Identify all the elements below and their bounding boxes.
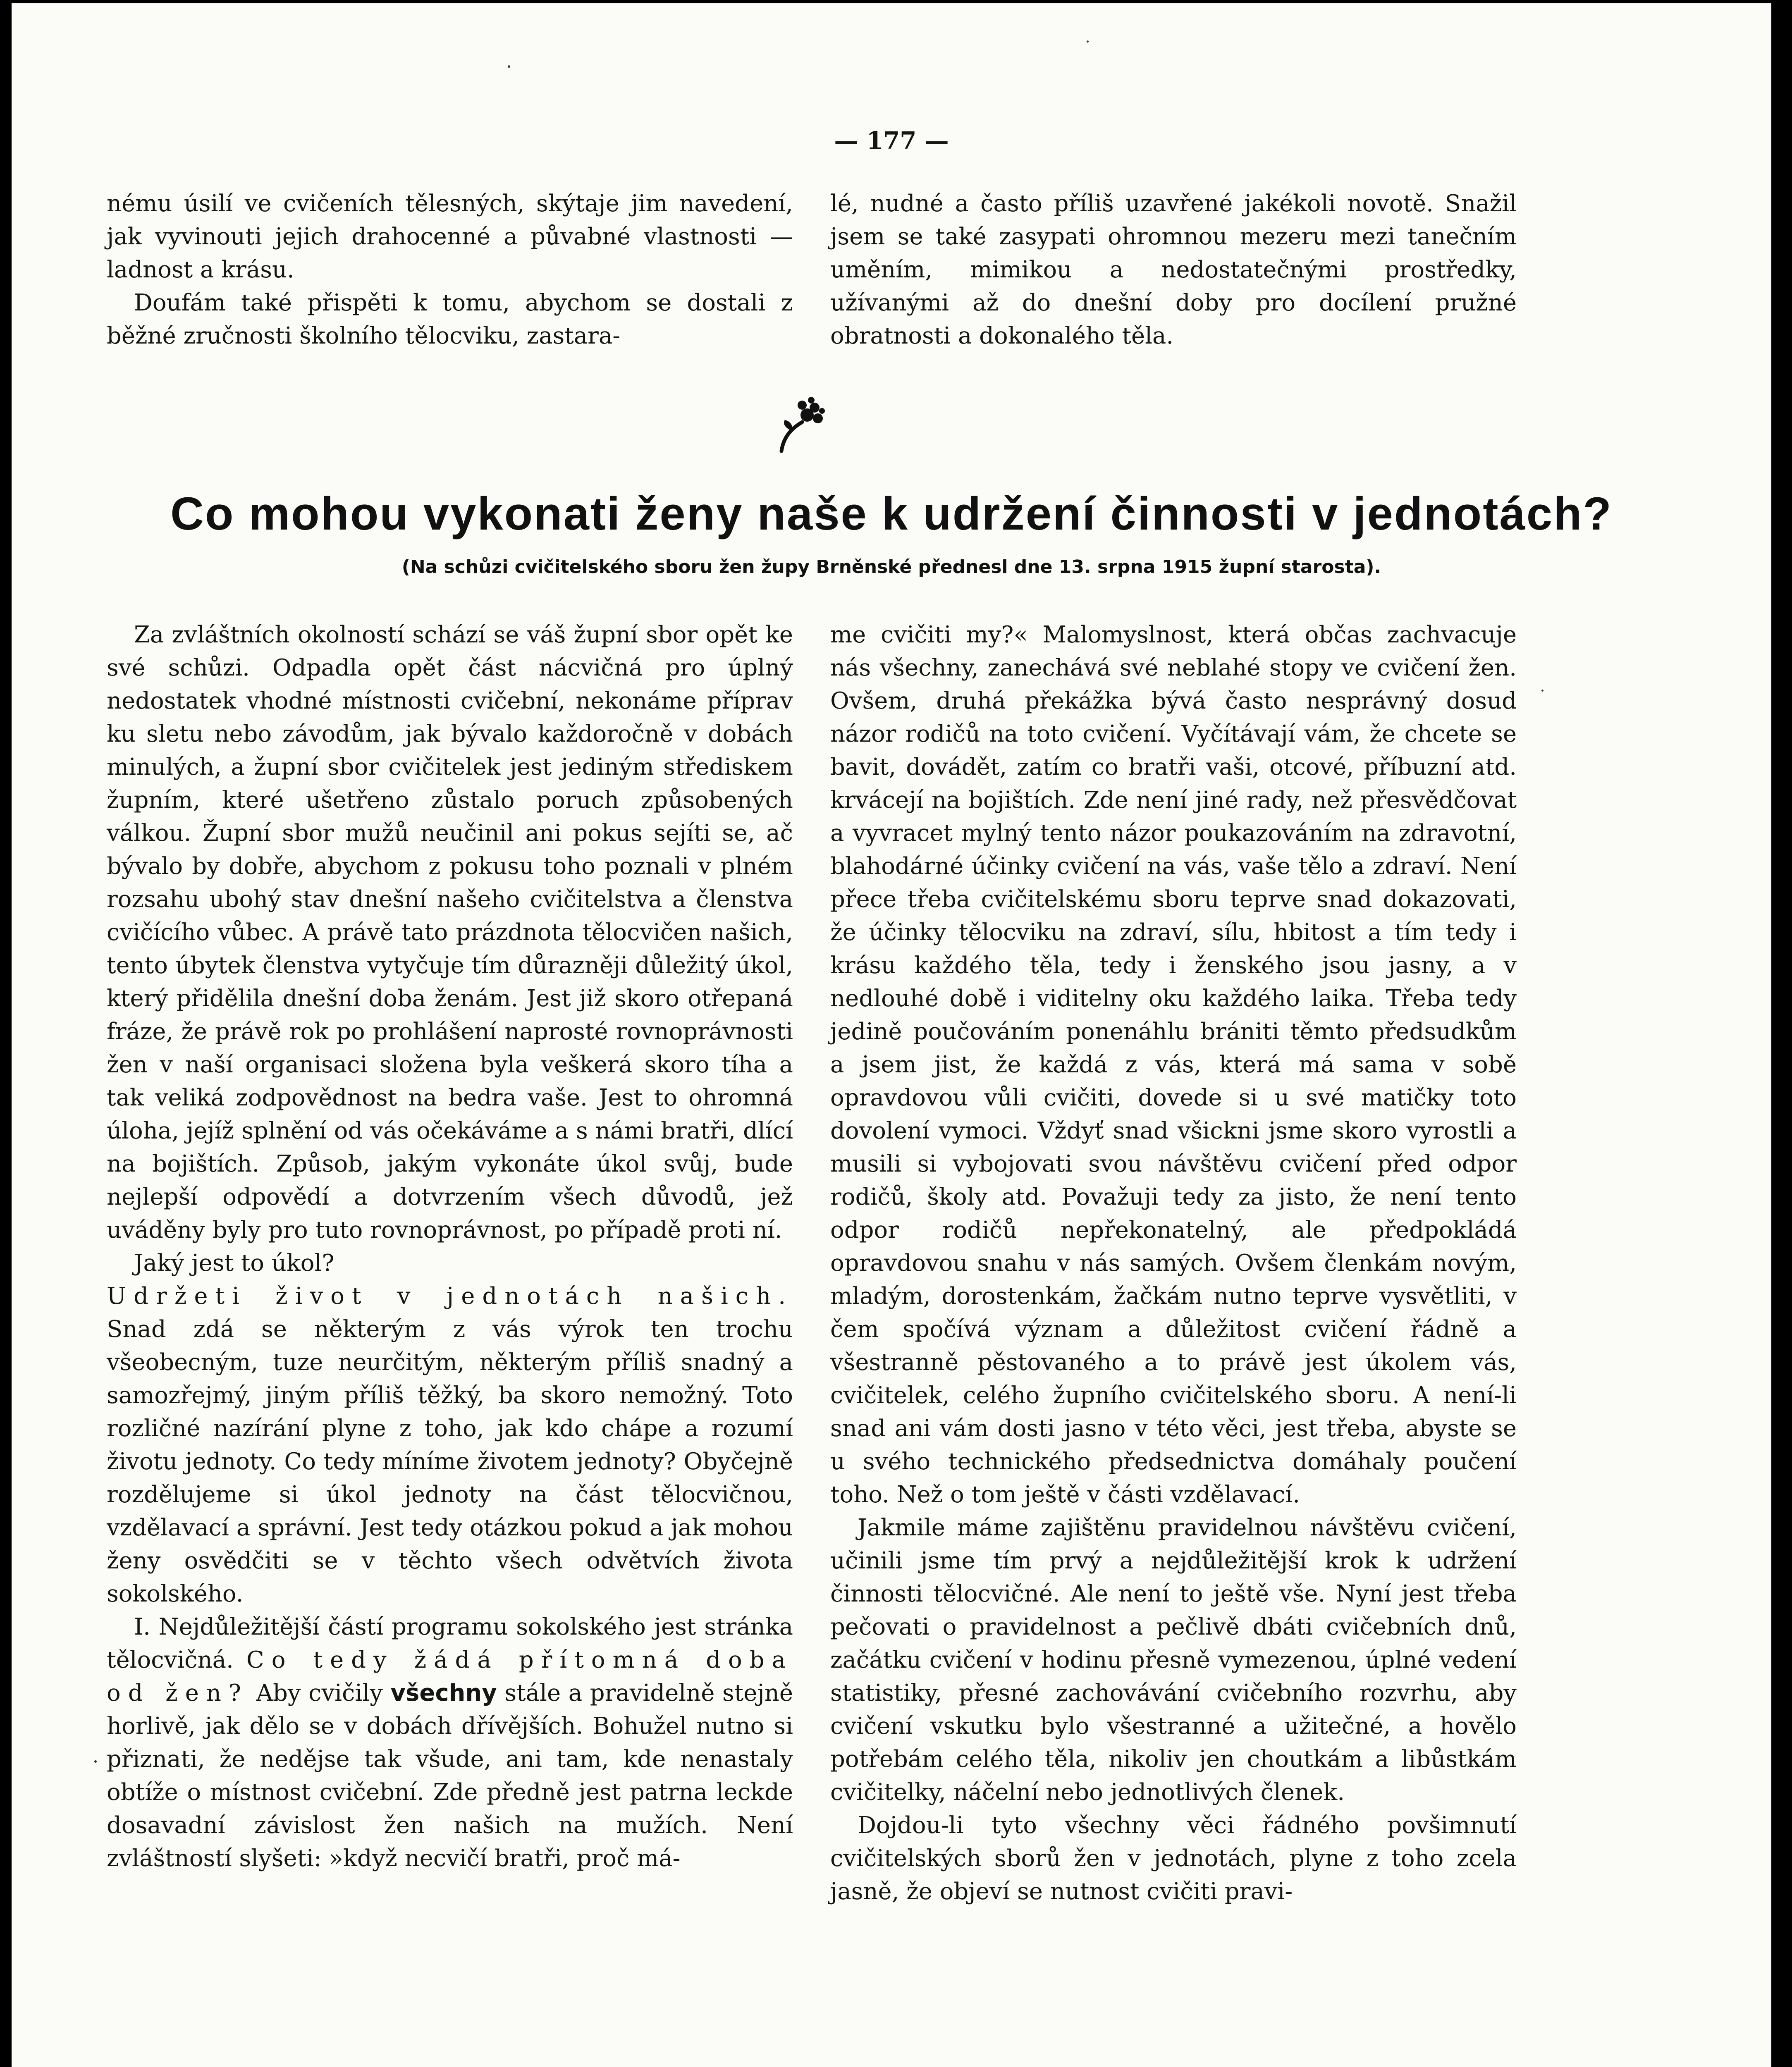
scan-speck <box>1087 41 1089 43</box>
left-paragraph-4-start: I. Nejdůležitější částí programu sokolského jest stránka tělocvičná. <box>107 1614 793 1673</box>
intro-right-column <box>830 187 1517 353</box>
right-paragraph-2: Jakmile máme zajištěnu pravidelnou návštěvu cvičení, učinili jsme tím prvý a nejdůležitější krok k udržení činnosti tělocvičné. Ale není to ještě vše. Nyní jest třeba pečovati o pravidelnost a pečlivě dbáti cvičebních dnů, začátku cvičení v hodinu přesně vymezenou, úplné vedení statistiky, přesné zachovávání cvičebního rozvrhu, aby cvičení vskutku bylo všestranné a užitečné, a hovělo potřebám celého těla, nikoliv jen choutkám a libůstkám cvičitelky, náčelní nebo jednotlivých členek. <box>830 1514 1517 1806</box>
intro-left-paragraph-1: nému úsilí ve cvičeních tělesných, skýtaje jim navedení, jak vyvinouti jejich drahocenné a půvabné vlastnosti — ladnost a krásu. <box>107 190 793 283</box>
article-right-column <box>830 618 1517 1908</box>
scan-speck <box>94 1760 97 1763</box>
left-paragraph-3 <box>107 1280 793 1611</box>
article-left-column <box>107 618 793 1875</box>
scanned-page <box>12 3 1771 2067</box>
scan-speck <box>1541 690 1544 692</box>
flower-ornament-icon <box>773 395 827 453</box>
bold-word: všechny <box>390 1680 497 1707</box>
left-paragraph-1: Za zvláštních okolností schází se váš župní sbor opět ke své schůzi. Odpadla opět část nácvičná pro úplný nedostatek vhodné místnosti cvičební, nekonáme příprav ku sletu nebo závodům, jak bývalo každoročně v dobách minulých, a župní sbor cvičitelek jest jediným střediskem župním, které ušetřeno zůstalo poruch způsobených válkou. Župní sbor mužů neučinil ani pokus sejíti se, ač bývalo by dobře, abychom z pokusu toho poznali v plném rozsahu ubohý stav dnešní našeho cvičitelstva a členstva cvičícího vůbec. A právě tato prázdnota tělocvičen našich, tento úbytek členstva vytyčuje tím důrazněji důležitý úkol, který přidělila dnešní doba ženám. Jest již skoro otřepaná fráze, že právě rok po prohlášení naprosté rovnoprávnosti žen v naší organisaci složena byla veškerá skoro tíha a tak veliká zodpovědnost na bedra vaše. Jest to ohromná úloha, jejíž splnění od vás očekáváme a s námi bratři, dlící na bojištích. Způsob, jakým vykonáte úkol svůj, bude nejlepší odpovědí a dotvrzením všech důvodů, jež uváděny byly pro tuto rovnoprávnost, po případě proti ní. <box>107 621 793 1244</box>
intro-left-column <box>107 187 793 353</box>
left-paragraph-4-mid: Aby cvičily <box>248 1680 391 1707</box>
left-paragraph-3-text: Snad zdá se některým z vás výrok ten trochu všeobecným, tuze neurčitým, některým příliš snadný a samozřejmý, jiným příliš těžký, ba skoro nemožný. Toto rozličné nazírání plyne z toho, jak kdo chápe a rozumí životu jednoty. Co tedy míníme životem jednoty? Obyčejně rozdělujeme si úkol jednoty na část tělocvičnou, vzdělavací a správní. Jest tedy otázkou pokud a jak mohou ženy osvědčiti se v těchto všech odvětvích života sokolského. <box>107 1316 793 1607</box>
intro-left-paragraph-2: Doufám také přispěti k tomu, abychom se dostali z běžné zručnosti školního tělocviku, zastara- <box>107 289 793 349</box>
left-paragraph-4-end: stále a pravidelně stejně horlivě, jak dělo se v dobách dřívějších. Bohužel nutno si přiznati, že nedějse tak všude, ani tam, kde nenastaly obtíže o místnost cvičební. Zde předně jest patrna leckde dosavadní závislost žen našich na mužích. Není zvláštností slyšeti: »když necvičí bratři, proč má- <box>107 1680 793 1872</box>
right-paragraph-3: Dojdou-li tyto všechny věci řádného povšimnutí cvičitelských sborů žen v jednotách, plyne z toho zcela jasně, že objeví se nutnost cvičiti pravi- <box>830 1812 1517 1905</box>
left-paragraph-4 <box>107 1611 793 1875</box>
page-number: — 177 — <box>834 127 949 155</box>
spaced-heading-2: Co tedy žádá přítomná doba od žen? <box>107 1647 793 1707</box>
article-subtitle: (Na schůzi cvičitelského sboru žen župy Brněnské přednesl dne 13. srpna 1915 župní starosta). <box>401 556 1381 578</box>
scan-speck <box>508 65 510 68</box>
intro-right-paragraph-1: lé, nudné a často příliš uzavřené jakékoli novotě. Snažil jsem se také zasypati ohromnou mezeru mezi tanečním uměním, mimikou a nedostatečnými prostředky, užívanými až do dnešní doby pro docílení pružné obratnosti a dokonalého těla. <box>830 190 1517 349</box>
article-title: Co mohou vykonati ženy naše k udržení činnosti v jednotách? <box>170 488 1613 539</box>
left-paragraph-2: Jaký jest to úkol? <box>134 1250 335 1277</box>
spaced-heading-1: Udržeti život v jednotách našich. <box>107 1283 793 1310</box>
right-paragraph-1: me cvičiti my?« Malomyslnost, která občas zachvacuje nás všechny, zanechává své neblahé stopy ve cvičení žen. Ovšem, druhá překážka bývá často nesprávný dosud názor rodičů na toto cvičení. Vyčítávají vám, že chcete se bavit, dovádět, zatím co bratři vaši, otcové, příbuzní atd. krvácejí na bojištích. Zde není jiné rady, než přesvědčovat a vyvracet mylný tento názor poukazováním na zdravotní, blahodárné účinky cvičení na vás, vaše tělo a zdraví. Není přece třeba cvičitelskému sboru teprve snad dokazovati, že účinky tělocviku na zdraví, sílu, hbitost a tím tedy i krásu každého těla, tedy i ženského jsou jasny, a v nedlouhé době i viditelny oku každého laika. Třeba tedy jedině poučováním ponenáhlu brániti těmto předsudkům a jsem jist, že každá z vás, která má sama v sobě opravdovou vůli cvičiti, dovede si u své matičky toto dovolení vymoci. Vždyť snad všickni jsme skoro vyrostli a musili si vybojovati svou návštěvu cvičení před odpor rodičů, školy atd. Považuji tedy za jisto, že není tento odpor rodičů nepřekonatelný, ale předpokládá opravdovou snahu v nás samých. Ovšem členkám novým, mladým, dorostenkám, žačkám nutno teprve vysvětliti, v čem spočívá význam a důležitost cvičení řádně a všestranně pěstovaného a to právě jest úkolem vás, cvičitelek, celého župního cvičitelského sboru. A není-li snad ani vám dosti jasno v této věci, jest třeba, abyste se u svého technického předsednictva domáhaly poučení toho. Než o tom ještě v části vzdělavací. <box>830 621 1517 1508</box>
